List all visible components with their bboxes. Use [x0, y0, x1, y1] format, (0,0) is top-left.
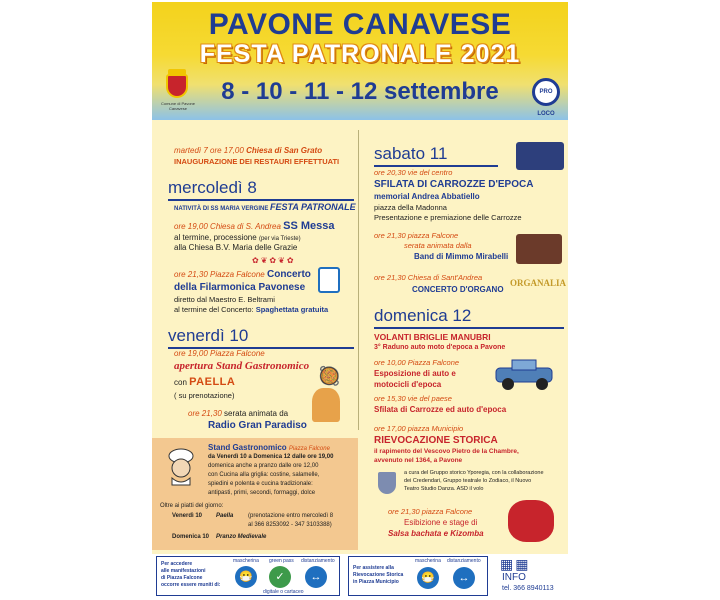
cura-line-3: Teatro Studio Danza. ASD il volo — [404, 486, 484, 492]
volanti-line: VOLANTI BRIGLIE MANUBRI — [374, 332, 491, 342]
rievocazione-box — [348, 556, 488, 596]
cura-line-1: a cura del Gruppo storico Yporegia, con la collaborazione — [404, 470, 544, 476]
concert-line: ore 21,30 Piazza Falcone Concerto — [174, 269, 311, 280]
dance-line-2: Salsa bachata e Kizomba — [388, 529, 484, 538]
saturday-title: SFILATA DI CARROZZE D'EPOCA — [374, 179, 534, 190]
mass-line: ore 19,00 Chiesa di S. Andrea SS Messa — [174, 220, 335, 232]
stand-row-2a: Domenica 10 — [172, 534, 210, 540]
riev-distance-icon: ↔ — [453, 567, 475, 589]
saturday-heading: sabato 11 — [374, 144, 448, 163]
festival-dates: 8 - 10 - 11 - 12 settembre — [221, 78, 499, 105]
crest-caption: Comune di Pavone Canavese — [160, 101, 196, 111]
sfilata-when: ore 15,30 vie del paese — [374, 394, 452, 403]
access-line-3: di Piazza Falcone — [161, 575, 203, 581]
rose-ornament: ✿❦✿❦✿ — [252, 256, 296, 265]
column-divider — [358, 130, 359, 430]
filarmonica-line: della Filarmonica Pavonese — [174, 282, 306, 293]
saturday-divider — [374, 165, 498, 167]
band-text: serata animata dalla — [404, 241, 472, 250]
poster-header — [152, 2, 568, 120]
poster — [152, 2, 568, 598]
stand-row-1d: al 366 8253092 - 347 3103388) — [248, 522, 332, 528]
rievocazione-title: RIEVOCAZIONE STORICA — [374, 435, 498, 446]
riev-mask-icon: 😷 — [417, 567, 439, 589]
filarmonica-logo-icon — [318, 267, 340, 293]
wednesday-divider — [168, 199, 354, 201]
band-when: ore 21,30 piazza Falcone — [374, 231, 459, 240]
saturday-place: piazza della Madonna — [374, 203, 447, 212]
prenotazione-line: ( su prenotazione) — [174, 391, 235, 400]
label-green-pass: green pass — [269, 558, 294, 564]
procession-line-2: alla Chiesa B.V. Maria delle Grazie — [174, 243, 298, 252]
expo-line-2: motocicli d'epoca — [374, 380, 442, 389]
rievocazione-line-1: il rapimento del Vescovo Pietro de la Chambre, — [374, 448, 519, 455]
riev-label-mascherina: mascherina — [415, 558, 441, 564]
mask-icon: 😷 — [235, 566, 257, 588]
saturday-when: ore 20,30 vie del centro — [374, 168, 453, 177]
stand-line-4: spiedini e polenta e cucina tradizionale: — [208, 481, 313, 487]
poster-title: PAVONE CANAVESE — [208, 8, 512, 41]
stand-line-1: da Venerdì 10 a Domenica 12 dalle ore 19,00 — [208, 454, 334, 460]
expo-when: ore 10,00 Piazza Falcone — [374, 358, 460, 367]
expo-line-1: Esposizione di auto e — [374, 369, 456, 378]
mascot-icon — [312, 388, 340, 422]
radio-line: Radio Gran Paradiso — [208, 420, 307, 431]
wednesday-heading: mercoledì 8 — [168, 178, 257, 197]
access-line-1: Per accedere — [161, 561, 193, 567]
tuesday-title: INAUGURAZIONE DEI RESTAURI EFFETTUATI — [174, 157, 340, 166]
stand-title: Stand Gastronomico Piazza Falcone — [208, 443, 330, 452]
stand-line-5: antipasti, primi, secondi, formaggi, dolce — [208, 490, 316, 496]
yporegia-shield-icon — [378, 472, 396, 494]
label-distanziamento: distanziamento — [301, 558, 335, 564]
raduno-line: 3° Raduno auto moto d'epoca a Pavone — [374, 344, 506, 351]
carriage-icon — [516, 142, 564, 170]
procession-line: al termine, processione (per via Trieste) — [174, 233, 301, 242]
riev-access-line-2: Rievocazione Storica — [353, 572, 404, 578]
riev-access-line-1: Per assistere alla — [353, 565, 394, 571]
band-name: Band di Mimmo Mirabelli — [414, 252, 509, 261]
stand-line-6: Oltre ai piatti del giorno: — [160, 503, 224, 509]
poster-subtitle: FESTA PATRONALE 2021 — [199, 40, 521, 68]
spaghetti-line: al termine del Concerto: Spaghettata gratuita — [174, 305, 329, 314]
stand-row-1c: (prenotazione entro mercoledì 8 — [248, 513, 334, 519]
access-box — [156, 556, 340, 596]
rievocazione-when: ore 17,00 piazza Municipio — [374, 424, 464, 433]
pro-loco-logo: PRO LOCO — [532, 78, 560, 106]
distance-icon: ↔ — [305, 566, 327, 588]
green-pass-sub: digitale o cartaceo — [263, 589, 304, 595]
access-line-4: occorre essere muniti di: — [161, 582, 221, 588]
sunday-divider — [374, 327, 564, 329]
dance-when: ore 21,30 piazza Falcone — [388, 507, 473, 516]
friday-heading: venerdì 10 — [168, 326, 249, 345]
organalia-logo: ORGANALIA — [510, 278, 567, 288]
paella-line: con PAELLA — [174, 376, 236, 388]
access-line-2: alle manifestazioni — [161, 568, 206, 574]
dancers-icon — [508, 500, 554, 542]
info-icon: ▦▦ — [500, 556, 531, 572]
band-photo — [516, 234, 562, 264]
info-label: INFO — [502, 572, 526, 583]
tuesday-when: martedì 7 ore 17,00 Chiesa di San Grato — [174, 146, 323, 155]
nativity-line: NATIVITÀ DI SS MARIA VERGINE FESTA PATRONALE — [174, 202, 356, 212]
saturday-present: Presentazione e premiazione delle Carrozze — [374, 213, 522, 222]
memorial-line: memorial Andrea Abbatiello — [374, 192, 480, 201]
sfilata-line: Sfilata di Carrozze ed auto d'epoca — [374, 405, 507, 414]
cura-line-2: dei Credendari, Gruppo teatrale lo Zodiaco, il Nuovo — [404, 478, 532, 484]
stand-row-2b: Pranzo Medievale — [216, 534, 267, 540]
organ-when: ore 21,30 Chiesa di Sant'Andrea — [374, 273, 483, 282]
riev-label-distanziamento: distanziamento — [447, 558, 481, 564]
friday-when: ore 19,00 Piazza Falcone — [174, 349, 265, 358]
footer — [152, 554, 568, 598]
director-line: diretto dal Maestro E. Beltrami — [174, 295, 275, 304]
stand-line-3: con Cucina alla griglia: costine, salamelle, — [208, 472, 320, 478]
info-phone: tel. 366 8940113 — [502, 585, 554, 592]
stand-row-1b: Paella — [216, 513, 234, 519]
label-mascherina: mascherina — [233, 558, 259, 564]
paella-icon: 🥘 — [318, 366, 341, 386]
dance-line-1: Esibizione e stage di — [404, 518, 478, 527]
green-pass-icon: ✓ — [269, 566, 291, 588]
stand-row-1a: Venerdì 10 — [172, 513, 203, 519]
riev-access-line-3: in Piazza Municipio — [353, 579, 399, 585]
organ-title: CONCERTO D'ORGANO — [412, 285, 504, 294]
chef-icon — [164, 448, 198, 486]
stand-line-2: domenica anche a pranzo dalle ore 12,00 — [208, 463, 319, 469]
vintage-car-icon — [490, 358, 560, 392]
friday-evening: ore 21,30 serata animata da — [188, 409, 289, 418]
sunday-heading: domenica 12 — [374, 306, 472, 325]
stand-opening: apertura Stand Gastronomico — [174, 360, 310, 372]
rievocazione-line-2: avvenuto nel 1364, a Pavone — [374, 457, 463, 464]
